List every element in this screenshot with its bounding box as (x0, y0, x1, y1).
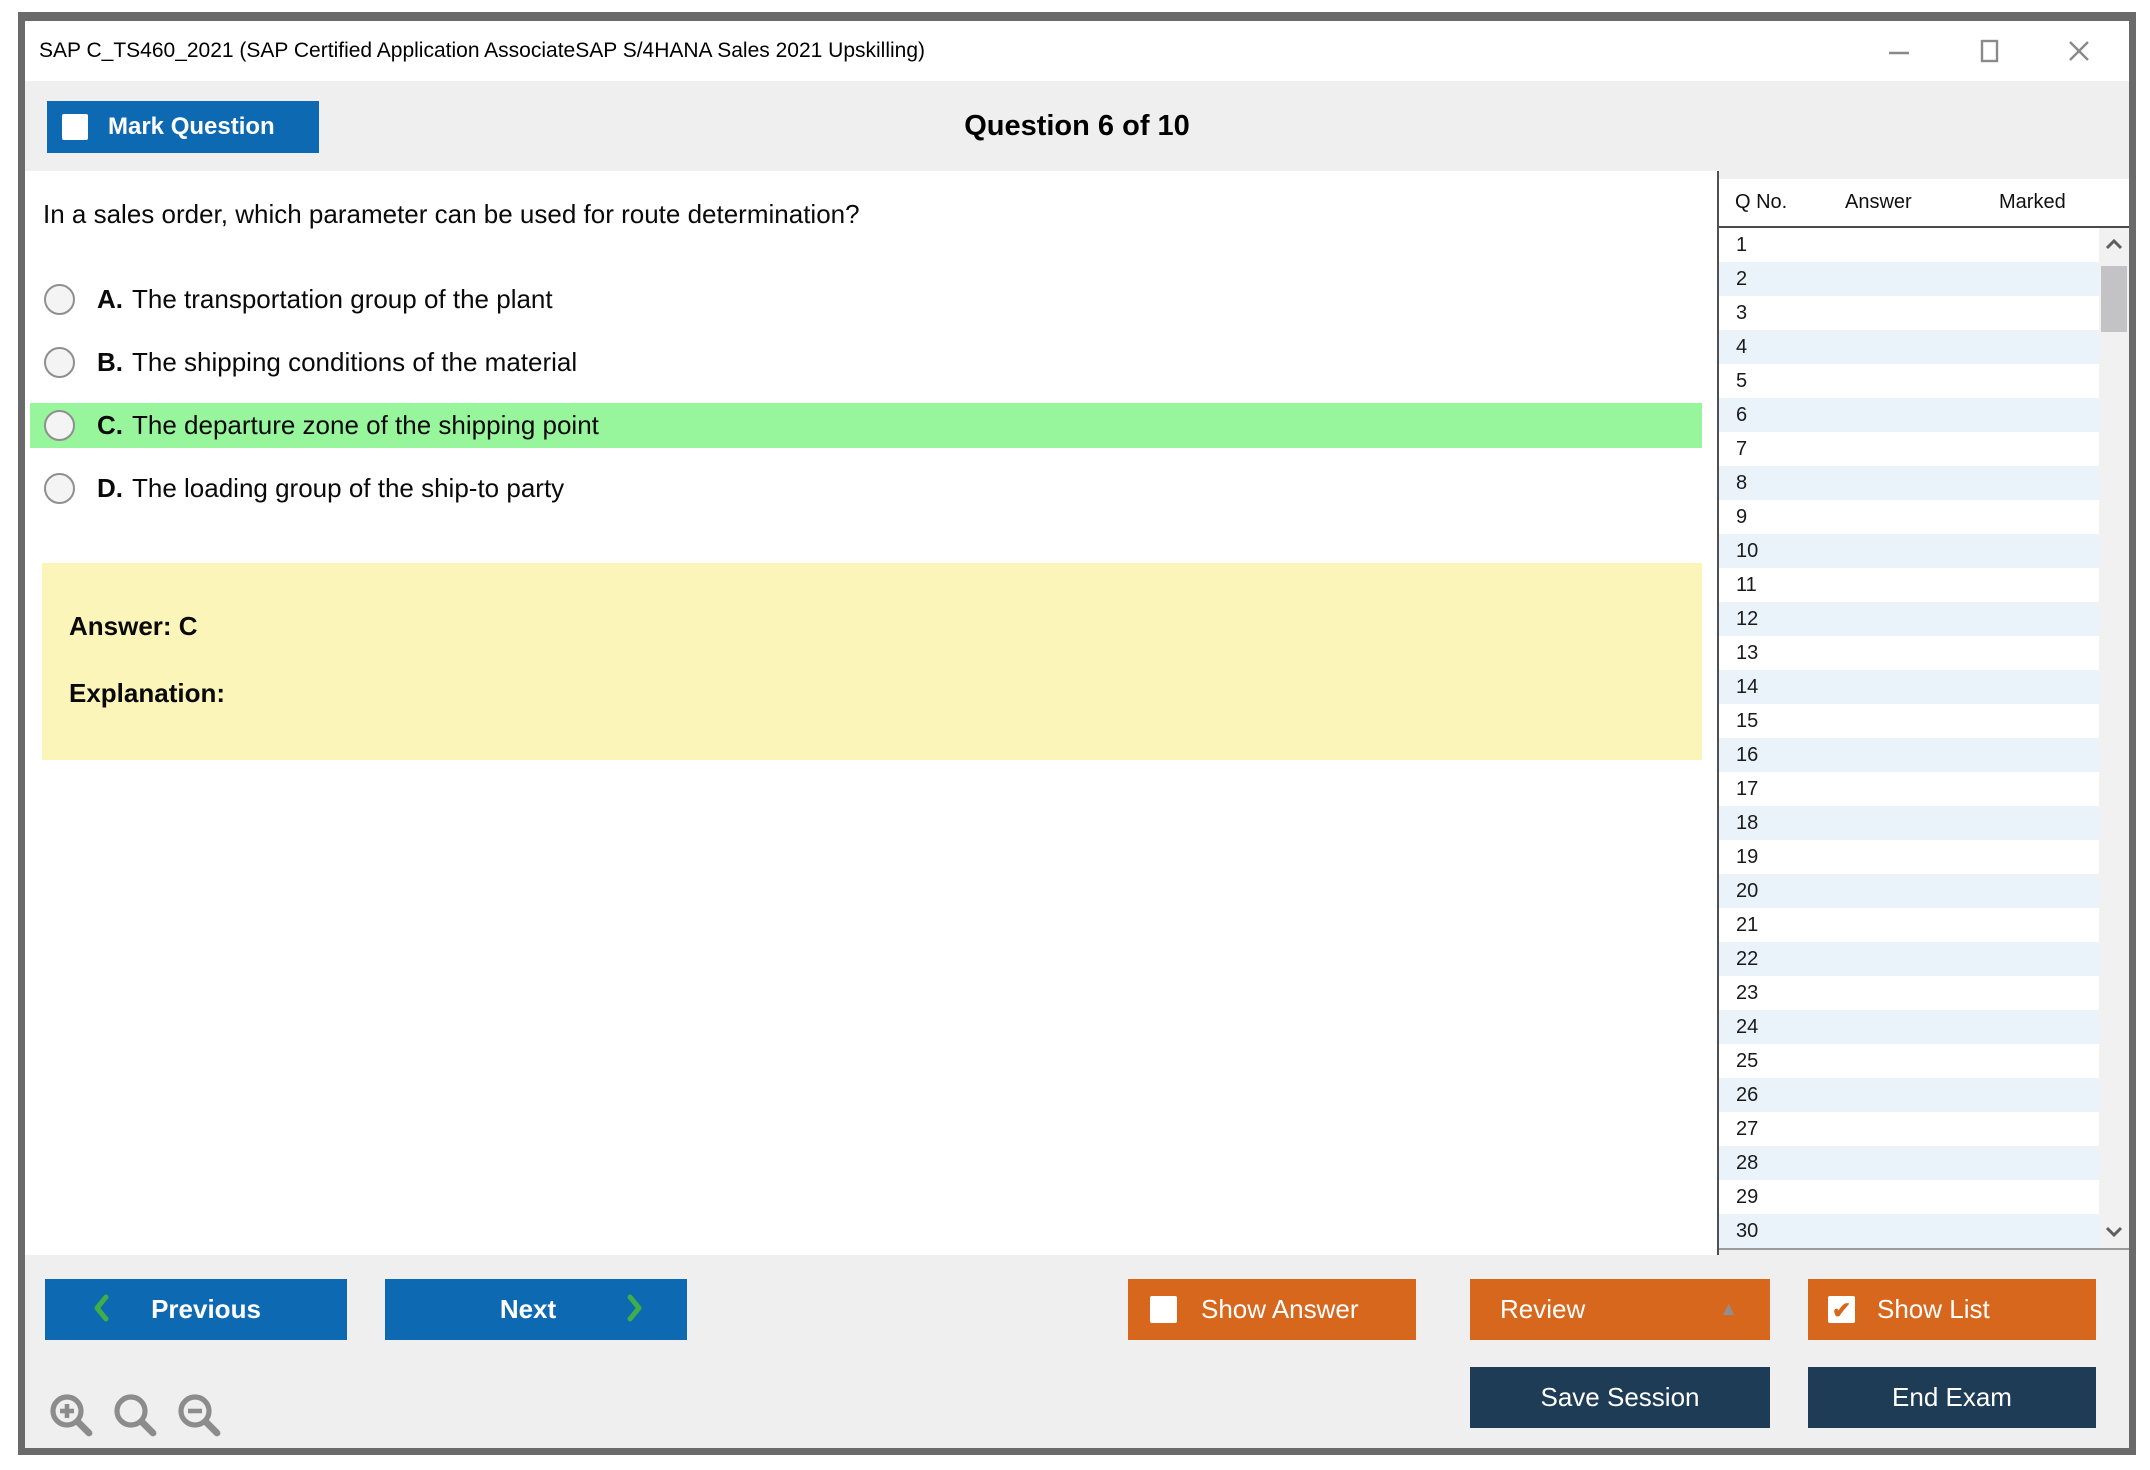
question-list-header (1719, 179, 2129, 228)
mark-question-checkbox[interactable] (62, 114, 88, 140)
window-controls (1883, 21, 2095, 81)
question-list-body (1719, 228, 2129, 1248)
question-list-sidebar (1717, 171, 2129, 1255)
question-list-row[interactable] (1719, 262, 2099, 296)
review-button[interactable] (1470, 1279, 1770, 1340)
question-panel (25, 171, 1717, 1255)
chevron-right-icon (625, 1293, 645, 1326)
question-list-row[interactable] (1719, 1214, 2099, 1248)
maximize-button[interactable] (1973, 35, 2005, 67)
question-list-row[interactable] (1719, 1078, 2099, 1112)
question-list-row[interactable] (1719, 500, 2099, 534)
footer-bar (25, 1255, 2129, 1448)
option-letter: D. (97, 473, 123, 503)
review-label: Review (1500, 1294, 1586, 1324)
close-icon (2064, 36, 2094, 66)
row-question-number: 4 (1736, 335, 1748, 358)
row-question-number: 13 (1736, 641, 1759, 664)
option-text: The departure zone of the shipping point (132, 410, 599, 440)
question-counter: Question 6 of 10 (964, 109, 1190, 142)
row-question-number: 2 (1736, 267, 1748, 290)
mark-question-button[interactable] (47, 101, 319, 153)
maximize-icon (1974, 36, 2004, 66)
show-answer-checkbox[interactable] (1150, 1296, 1177, 1323)
row-question-number: 14 (1736, 675, 1759, 698)
question-list-row[interactable] (1719, 806, 2099, 840)
row-question-number: 16 (1736, 743, 1759, 766)
question-list-row[interactable] (1719, 670, 2099, 704)
row-question-number: 19 (1736, 845, 1759, 868)
row-question-number: 7 (1736, 437, 1748, 460)
mark-question-label: Mark Question (108, 113, 275, 140)
show-answer-label: Show Answer (1201, 1294, 1359, 1324)
chevron-left-icon (91, 1293, 111, 1326)
magnifier-icon (111, 1391, 159, 1439)
zoom-tools (47, 1391, 223, 1439)
row-question-number: 1 (1736, 233, 1748, 256)
row-question-number: 12 (1736, 607, 1759, 630)
question-list-row[interactable] (1719, 840, 2099, 874)
row-question-number: 25 (1736, 1049, 1759, 1072)
answer-option-B[interactable] (30, 331, 1702, 394)
question-list-row[interactable] (1719, 1112, 2099, 1146)
row-question-number: 18 (1736, 811, 1759, 834)
row-question-number: 26 (1736, 1083, 1759, 1106)
row-question-number: 9 (1736, 505, 1748, 528)
question-text: In a sales order, which parameter can be used for route determination? (43, 199, 860, 229)
save-session-button[interactable] (1470, 1367, 1770, 1428)
next-button[interactable] (385, 1279, 687, 1340)
minimize-button[interactable] (1883, 35, 1915, 67)
answer-box (42, 563, 1702, 760)
question-list-row[interactable] (1719, 568, 2099, 602)
magnifier-plus-icon (47, 1391, 95, 1439)
previous-button[interactable] (45, 1279, 347, 1340)
caret-up-icon: ▲ (1719, 1298, 1738, 1320)
row-question-number: 6 (1736, 403, 1748, 426)
question-list-row[interactable] (1719, 330, 2099, 364)
zoom-in-button[interactable] (47, 1391, 95, 1439)
question-list-row[interactable] (1719, 296, 2099, 330)
previous-label: Previous (151, 1294, 261, 1324)
option-letter: A. (97, 284, 123, 314)
sidebar-top-gap (1719, 171, 2129, 179)
question-list-row[interactable] (1719, 874, 2099, 908)
answer-label: Answer: C (69, 611, 198, 641)
zoom-out-button[interactable] (175, 1391, 223, 1439)
row-question-number: 11 (1736, 573, 1757, 596)
show-list-label: Show List (1877, 1294, 1990, 1324)
save-session-label: Save Session (1540, 1382, 1700, 1412)
answer-option-A[interactable] (30, 268, 1702, 331)
checkmark-icon: ✔ (1831, 1296, 1852, 1323)
question-list-row[interactable] (1719, 228, 2099, 262)
column-header-marked: Marked (1999, 191, 2066, 213)
column-header-answer: Answer (1845, 191, 1912, 213)
sidebar-bottom-border (1719, 1248, 2129, 1250)
question-list-row[interactable] (1719, 636, 2099, 670)
question-list-row[interactable] (1719, 772, 2099, 806)
scroll-down-button[interactable] (2099, 1216, 2129, 1248)
row-question-number: 3 (1736, 301, 1748, 324)
question-list-row[interactable] (1719, 602, 2099, 636)
scroll-up-button[interactable] (2099, 228, 2129, 260)
question-list-row[interactable] (1719, 738, 2099, 772)
answer-option-D[interactable] (30, 457, 1702, 520)
show-list-checkbox[interactable] (1828, 1296, 1855, 1323)
option-text: The loading group of the ship-to party (132, 473, 565, 503)
option-text: The shipping conditions of the material (132, 347, 578, 377)
row-question-number: 29 (1736, 1185, 1759, 1208)
row-question-number: 5 (1736, 369, 1748, 392)
row-question-number: 22 (1736, 947, 1759, 970)
question-list-row[interactable] (1719, 1180, 2099, 1214)
row-question-number: 28 (1736, 1151, 1759, 1174)
row-question-number: 10 (1736, 539, 1759, 562)
question-list-row[interactable] (1719, 534, 2099, 568)
question-list-row[interactable] (1719, 432, 2099, 466)
row-question-number: 24 (1736, 1015, 1759, 1038)
question-list-row[interactable] (1719, 908, 2099, 942)
show-list-button[interactable] (1808, 1279, 2096, 1340)
row-question-number: 23 (1736, 981, 1759, 1004)
app-window (18, 12, 2136, 1455)
option-text: The transportation group of the plant (132, 284, 553, 314)
header-bar (25, 81, 2129, 171)
radio-option-A[interactable] (44, 284, 75, 315)
question-list-row[interactable] (1719, 1146, 2099, 1180)
row-question-number: 30 (1736, 1219, 1759, 1242)
question-list-row[interactable] (1719, 364, 2099, 398)
next-label: Next (499, 1294, 557, 1324)
row-question-number: 8 (1736, 471, 1748, 494)
title-bar (25, 21, 2129, 81)
row-question-number: 17 (1736, 777, 1759, 800)
question-list-row[interactable] (1719, 1044, 2099, 1078)
content-area (25, 171, 2129, 1255)
close-button[interactable] (2063, 35, 2095, 67)
radio-option-B[interactable] (44, 347, 75, 378)
row-question-number: 20 (1736, 879, 1759, 902)
options-list (30, 268, 1702, 520)
sidebar-scrollbar[interactable] (2099, 228, 2129, 1248)
answer-option-C[interactable] (30, 403, 1702, 448)
row-question-number: 27 (1736, 1117, 1759, 1140)
end-exam-label: End Exam (1892, 1382, 2012, 1412)
question-list-row[interactable] (1719, 704, 2099, 738)
question-list-row[interactable] (1719, 398, 2099, 432)
row-question-number: 15 (1736, 709, 1759, 732)
minimize-icon (1884, 36, 1914, 66)
question-list-row[interactable] (1719, 976, 2099, 1010)
question-list-row[interactable] (1719, 466, 2099, 500)
magnifier-minus-icon (175, 1391, 223, 1439)
option-letter: B. (97, 347, 123, 377)
chevron-up-icon (2105, 238, 2123, 250)
end-exam-button[interactable] (1808, 1367, 2096, 1428)
question-list-rows (1719, 228, 2099, 1248)
chevron-down-icon (2105, 1226, 2123, 1238)
question-list-row[interactable] (1719, 1010, 2099, 1044)
question-list-row[interactable] (1719, 942, 2099, 976)
scrollbar-thumb[interactable] (2101, 266, 2127, 332)
show-answer-button[interactable] (1128, 1279, 1416, 1340)
radio-option-C[interactable] (44, 410, 75, 441)
explanation-label: Explanation: (69, 678, 226, 708)
row-question-number: 21 (1736, 913, 1759, 936)
window-title: SAP C_TS460_2021 (SAP Certified Application AssociateSAP S/4HANA Sales 2021 Upskilling) (39, 39, 926, 62)
radio-option-D[interactable] (44, 473, 75, 504)
zoom-reset-button[interactable] (111, 1391, 159, 1439)
option-letter: C. (97, 410, 123, 440)
column-header-qno: Q No. (1735, 191, 1788, 213)
